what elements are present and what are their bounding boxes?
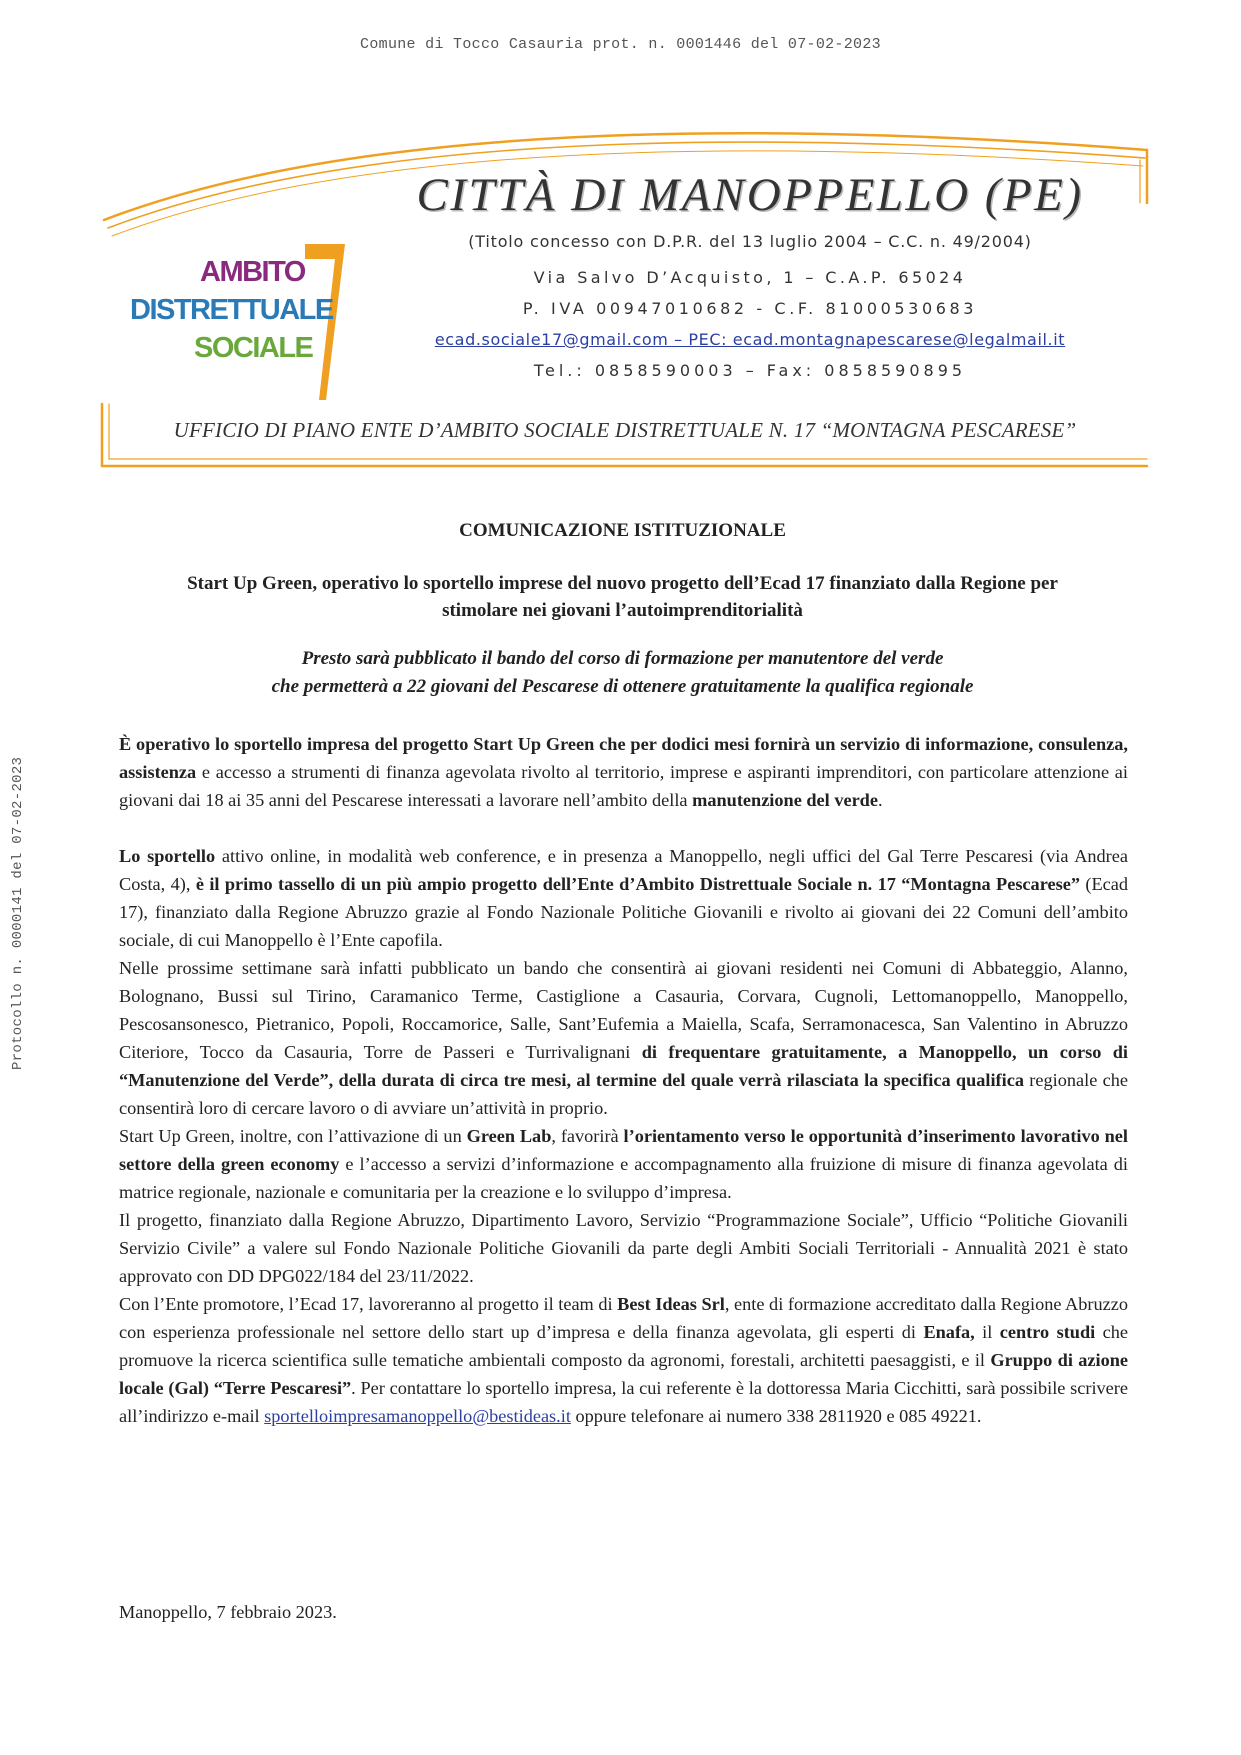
paragraph-2: Lo sportello attivo online, in modalità web conference, e in presenza a Manoppello, negli uffici del Gal Terre Pescaresi (via Andrea Costa, 4), è il primo tassello di un più ampio progetto dell’Ente d’Ambito Distrettuale Sociale n. 17 “Montagna Pescarese” (Ecad 17), finanziato dalla Regione Abruzzo grazie al Fondo Nazionale Politiche Giovanili e rivolto ai giovani dei 22 Comuni dell’ambito sociale, di cui Manoppello è l’Ente capofila. (119, 846, 1128, 950)
title-granted: (Titolo concesso con D.P.R. del 13 luglio 2004 – C.C. n. 49/2004) (468, 232, 1032, 251)
document-title (120, 570, 1125, 624)
document-date: Manoppello, 7 febbraio 2023. (119, 1602, 337, 1622)
title-line-1: Start Up Green, operativo lo sportello imprese del nuovo progetto dell’Ecad 17 finanziato dalla Regione per (187, 573, 1058, 594)
side-protocol-stamp: Protocollo n. 0000141 del 07-02-2023 (10, 756, 26, 1070)
protocol-stamp: Comune di Tocco Casauria prot. n. 0001446 del 07-02-2023 (360, 36, 881, 53)
logo-text-distrettuale: DISTRETTUALE (130, 294, 333, 326)
logo-text-sociale: SOCIALE (194, 332, 313, 364)
paragraph-1: È operativo lo sportello impresa del progetto Start Up Green che per dodici mesi fornirà un servizio di informazione, consulenza, assistenza e accesso a strumenti di finanza agevolata rivolto al territorio, imprese e aspiranti imprenditori, con particolare attenzione ai giovani dai 18 ai 35 anni del Pescarese interessati a lavorare nell’ambito della manutenzione del verde. (119, 734, 1128, 810)
logo-text-ambito: AMBITO (200, 256, 305, 288)
office-name: UFFICIO DI PIANO ENTE D’AMBITO SOCIALE DISTRETTUALE N. 17 “MONTAGNA PESCARESE” (173, 418, 1077, 442)
document-body (119, 730, 1128, 1430)
paragraph-4: Start Up Green, inoltre, con l’attivazione di un Green Lab, favorirà l’orientamento verso le opportunità d’inserimento lavorativo nel settore della green economy e l’accesso a servizi d’informazione e accompagnamento alla fruizione di misure di finanza agevolata di matrice regionale, nazionale e comunitaria per la creazione e lo sviluppo d’impresa. (119, 1126, 1128, 1202)
paragraph-3: Nelle prossime settimane sarà infatti pubblicato un bando che consentirà ai giovani residenti nei Comuni di Abbateggio, Alanno, Bolognano, Bussi sul Tirino, Caramanico Terme, Castiglione a Casauria, Corvara, Cugnoli, Lettomanoppello, Manoppello, Pescosansonesco, Pietranico, Popoli, Roccamorice, Salle, Sant’Eufemia a Maiella, Scafa, Serramonacesca, San Valentino in Abruzzo Citeriore, Tocco da Casauria, Torre de Passeri e Turrivalignani di frequentare gratuitamente, a Manoppello, un corso di “Manutenzione del Verde”, della durata di circa tre mesi, al termine del quale verrà rilasciata la specifica qualifica regionale che consentirà loro di cercare lavoro o di avviare un’attività in proprio. (119, 958, 1129, 1118)
paragraph-6: Con l’Ente promotore, l’Ecad 17, lavoreranno al progetto il team di Best Ideas Srl, ente di formazione accreditato dalla Regione Abruzzo con esperienza professionale nel settore dello start up d’impresa e della finanza agevolata, gli esperti di Enafa, il centro studi che promuove la ricerca scientifica sulle tematiche ambientali composto da agronomi, forestali, architetti paesaggisti, e il Gruppo di azione locale (Gal) “Terre Pescaresi”. Per contattare lo sportello impresa, la cui referente è la dottoressa Maria Cicchitti, sarà possibile scrivere all’indirizzo e-mail sportelloimpresamanoppello@bestideas.it oppure telefonare ai numero 338 2811920 e 085 49221. (119, 1294, 1128, 1426)
phone-fax: Tel.: 0858590003 – Fax: 0858590895 (533, 361, 967, 380)
subtitle-line-2: che permetterà a 22 giovani del Pescarese di ottenere gratuitamente la qualifica regionale (271, 676, 974, 697)
document-subtitle (120, 645, 1125, 701)
vat-number: P. IVA 00947010682 - C.F. 81000530683 (522, 299, 978, 318)
paragraph-5: Il progetto, finanziato dalla Regione Abruzzo, Dipartimento Lavoro, Servizio “Programmazione Sociale”, Ufficio “Politiche Giovanili Servizio Civile” a valere sul Fondo Nazionale Politiche Giovanili da parte degli Ambiti Sociali Territoriali - Annualità 2021 è stato approvato con DD DPG022/184 del 23/11/2022. (119, 1210, 1128, 1286)
section-title: COMUNICAZIONE ISTITUZIONALE (459, 520, 786, 541)
contact-email-link[interactable]: sportelloimpresamanoppello@bestideas.it (264, 1406, 571, 1426)
title-line-2: stimolare nei giovani l’autoimprenditorialità (442, 600, 803, 621)
email-link[interactable]: ecad.sociale17@gmail.com – PEC: ecad.montagnapescarese@legalmail.it (434, 330, 1066, 349)
address: Via Salvo D’Acquisto, 1 – C.A.P. 65024 (533, 268, 967, 287)
letterhead (0, 0, 1241, 480)
city-title: CITTÀ DI MANOPPELLO (PE) (416, 169, 1084, 221)
subtitle-line-1: Presto sarà pubblicato il bando del corso di formazione per manutentore del verde (301, 648, 944, 669)
